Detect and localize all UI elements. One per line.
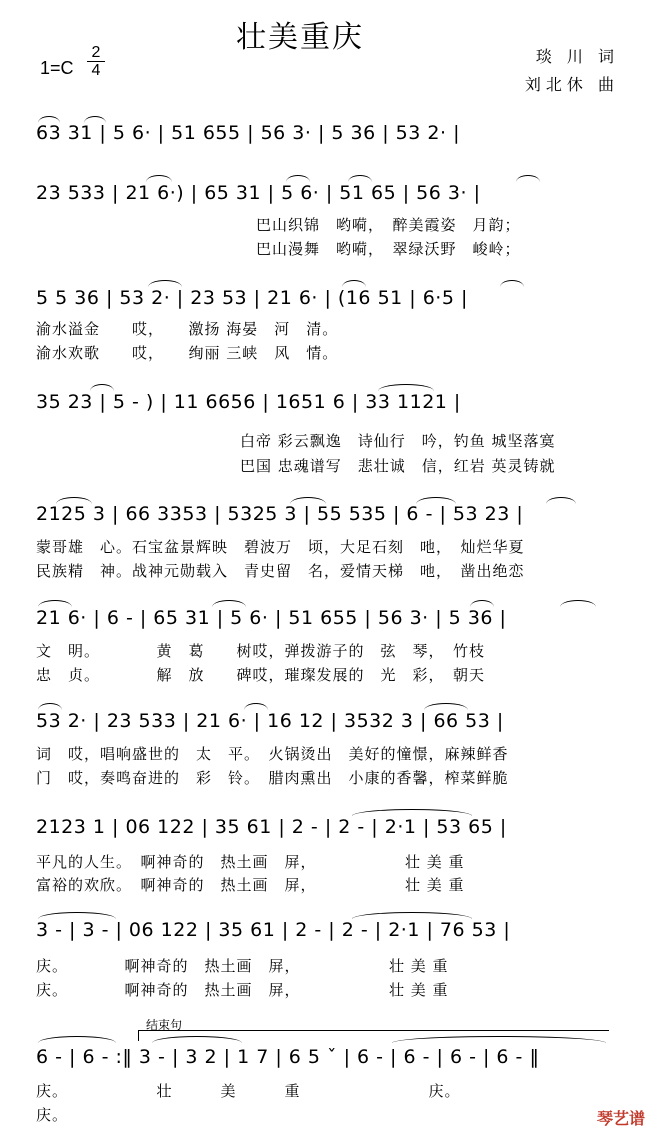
score-line-6: 21 6· | 6 - | 65 31 | 5 6· | 51 655 | 56 3· | 5 36 |	[36, 607, 507, 629]
lyrics-2-verse-2: 巴山漫舞 哟嗬， 翠绿沃野 峻岭；	[256, 240, 521, 258]
score-line-5: 2125 3 | 66 3353 | 5325 3 | 55 535 | 6 - | 53 23 |	[36, 503, 524, 525]
lyrics-3-verse-1: 渝水溢金 哎， 激扬 海晏 河 清。	[36, 320, 339, 338]
lyrics-4-verse-1: 白帝 彩云飘逸 诗仙行 吟，钓鱼 城坚落寞	[240, 432, 556, 450]
lyrics-8-verse-2: 富裕的欢欣。 啊神奇的 热土画 屏， 壮 美 重	[36, 876, 465, 894]
lyrics-9-verse-1: 庆。 啊神奇的 热土画 屏， 壮 美 重	[36, 957, 449, 975]
time-signature-bottom: 4	[91, 62, 101, 79]
lyricist-credit: 琰 川 词	[535, 47, 619, 66]
score-line-2: 23 533 | 21 6·) | 65 31 | 5 6· | 51 65 | 56 3· |	[36, 182, 481, 204]
lyrics-7-verse-1: 词 哎，唱响盛世的 太 平。 火锅烫出 美好的憧憬，麻辣鲜香	[36, 745, 509, 763]
lyrics-5-verse-2: 民族精 神。战神元勋载入 青史留 名，爱情天梯 吔， 凿出绝恋	[36, 562, 525, 580]
lyrics-4-verse-2: 巴国 忠魂谱写 悲壮诚 信，红岩 英灵铸就	[240, 457, 556, 475]
score-line-1: 63 31 | 5 6· | 51 655 | 56 3· | 5 36 | 53 2· |	[36, 122, 460, 144]
lyrics-9-verse-2: 庆。 啊神奇的 热土画 屏， 壮 美 重	[36, 981, 449, 999]
lyrics-10-verse-2: 庆。	[36, 1106, 69, 1124]
lyrics-10-verse-1: 庆。 壮 美 重 庆。	[36, 1082, 461, 1100]
lyrics-6-verse-1: 文 明。 黄 葛 树哎，弹拨游子的 弦 琴， 竹枝	[36, 642, 486, 660]
time-signature-top: 2	[87, 44, 105, 62]
score-line-10: 6 - | 6 - :‖ 3 - | 3 2 | 1 7 | 6 5 ˇ | 6 - | 6 - | 6 - | 6 - ‖	[36, 1046, 540, 1068]
lyrics-6-verse-2: 忠 贞。 解 放 碑哎，璀璨发展的 光 彩， 朝天	[36, 666, 486, 684]
score-line-8: 2123 1 | 06 122 | 35 61 | 2 - | 2 - | 2·1 | 53 65 |	[36, 816, 507, 838]
ending-section-label: 结束句	[146, 1018, 183, 1032]
lyrics-5-verse-1: 蒙哥雄 心。石宝盆景辉映 碧波万 顷，大足石刻 吔， 灿烂华夏	[36, 538, 525, 556]
watermark-logo: 琴艺谱	[596, 1109, 645, 1128]
key-signature: 1=C	[40, 58, 74, 78]
song-title: 壮美重庆	[236, 20, 364, 55]
lyrics-2-verse-1: 巴山织锦 哟嗬， 醉美霞姿 月韵；	[256, 216, 521, 234]
time-signature	[87, 44, 105, 79]
score-line-7: 53 2· | 23 533 | 21 6· | 16 12 | 3532 3 | 66 53 |	[36, 710, 504, 732]
lyrics-8-verse-1: 平凡的人生。 啊神奇的 热土画 屏， 壮 美 重	[36, 853, 465, 871]
lyrics-3-verse-2: 渝水欢歌 哎， 绚丽 三峡 风 情。	[36, 344, 339, 362]
lyrics-7-verse-2: 门 哎，奏鸣奋进的 彩 铃。 腊肉熏出 小康的香馨，榨菜鲜脆	[36, 769, 509, 787]
score-line-4: 35 23 | 5 - ) | 11 6656 | 1651 6 | 33 1121 |	[36, 391, 461, 413]
composer-credit: 刘北休 曲	[524, 75, 619, 94]
score-line-9: 3 - | 3 - | 06 122 | 35 61 | 2 - | 2 - | 2·1 | 76 53 |	[36, 919, 511, 941]
score-line-3: 5 5 36 | 53 2· | 23 53 | 21 6· | (16 51 | 6·5 |	[36, 287, 468, 309]
